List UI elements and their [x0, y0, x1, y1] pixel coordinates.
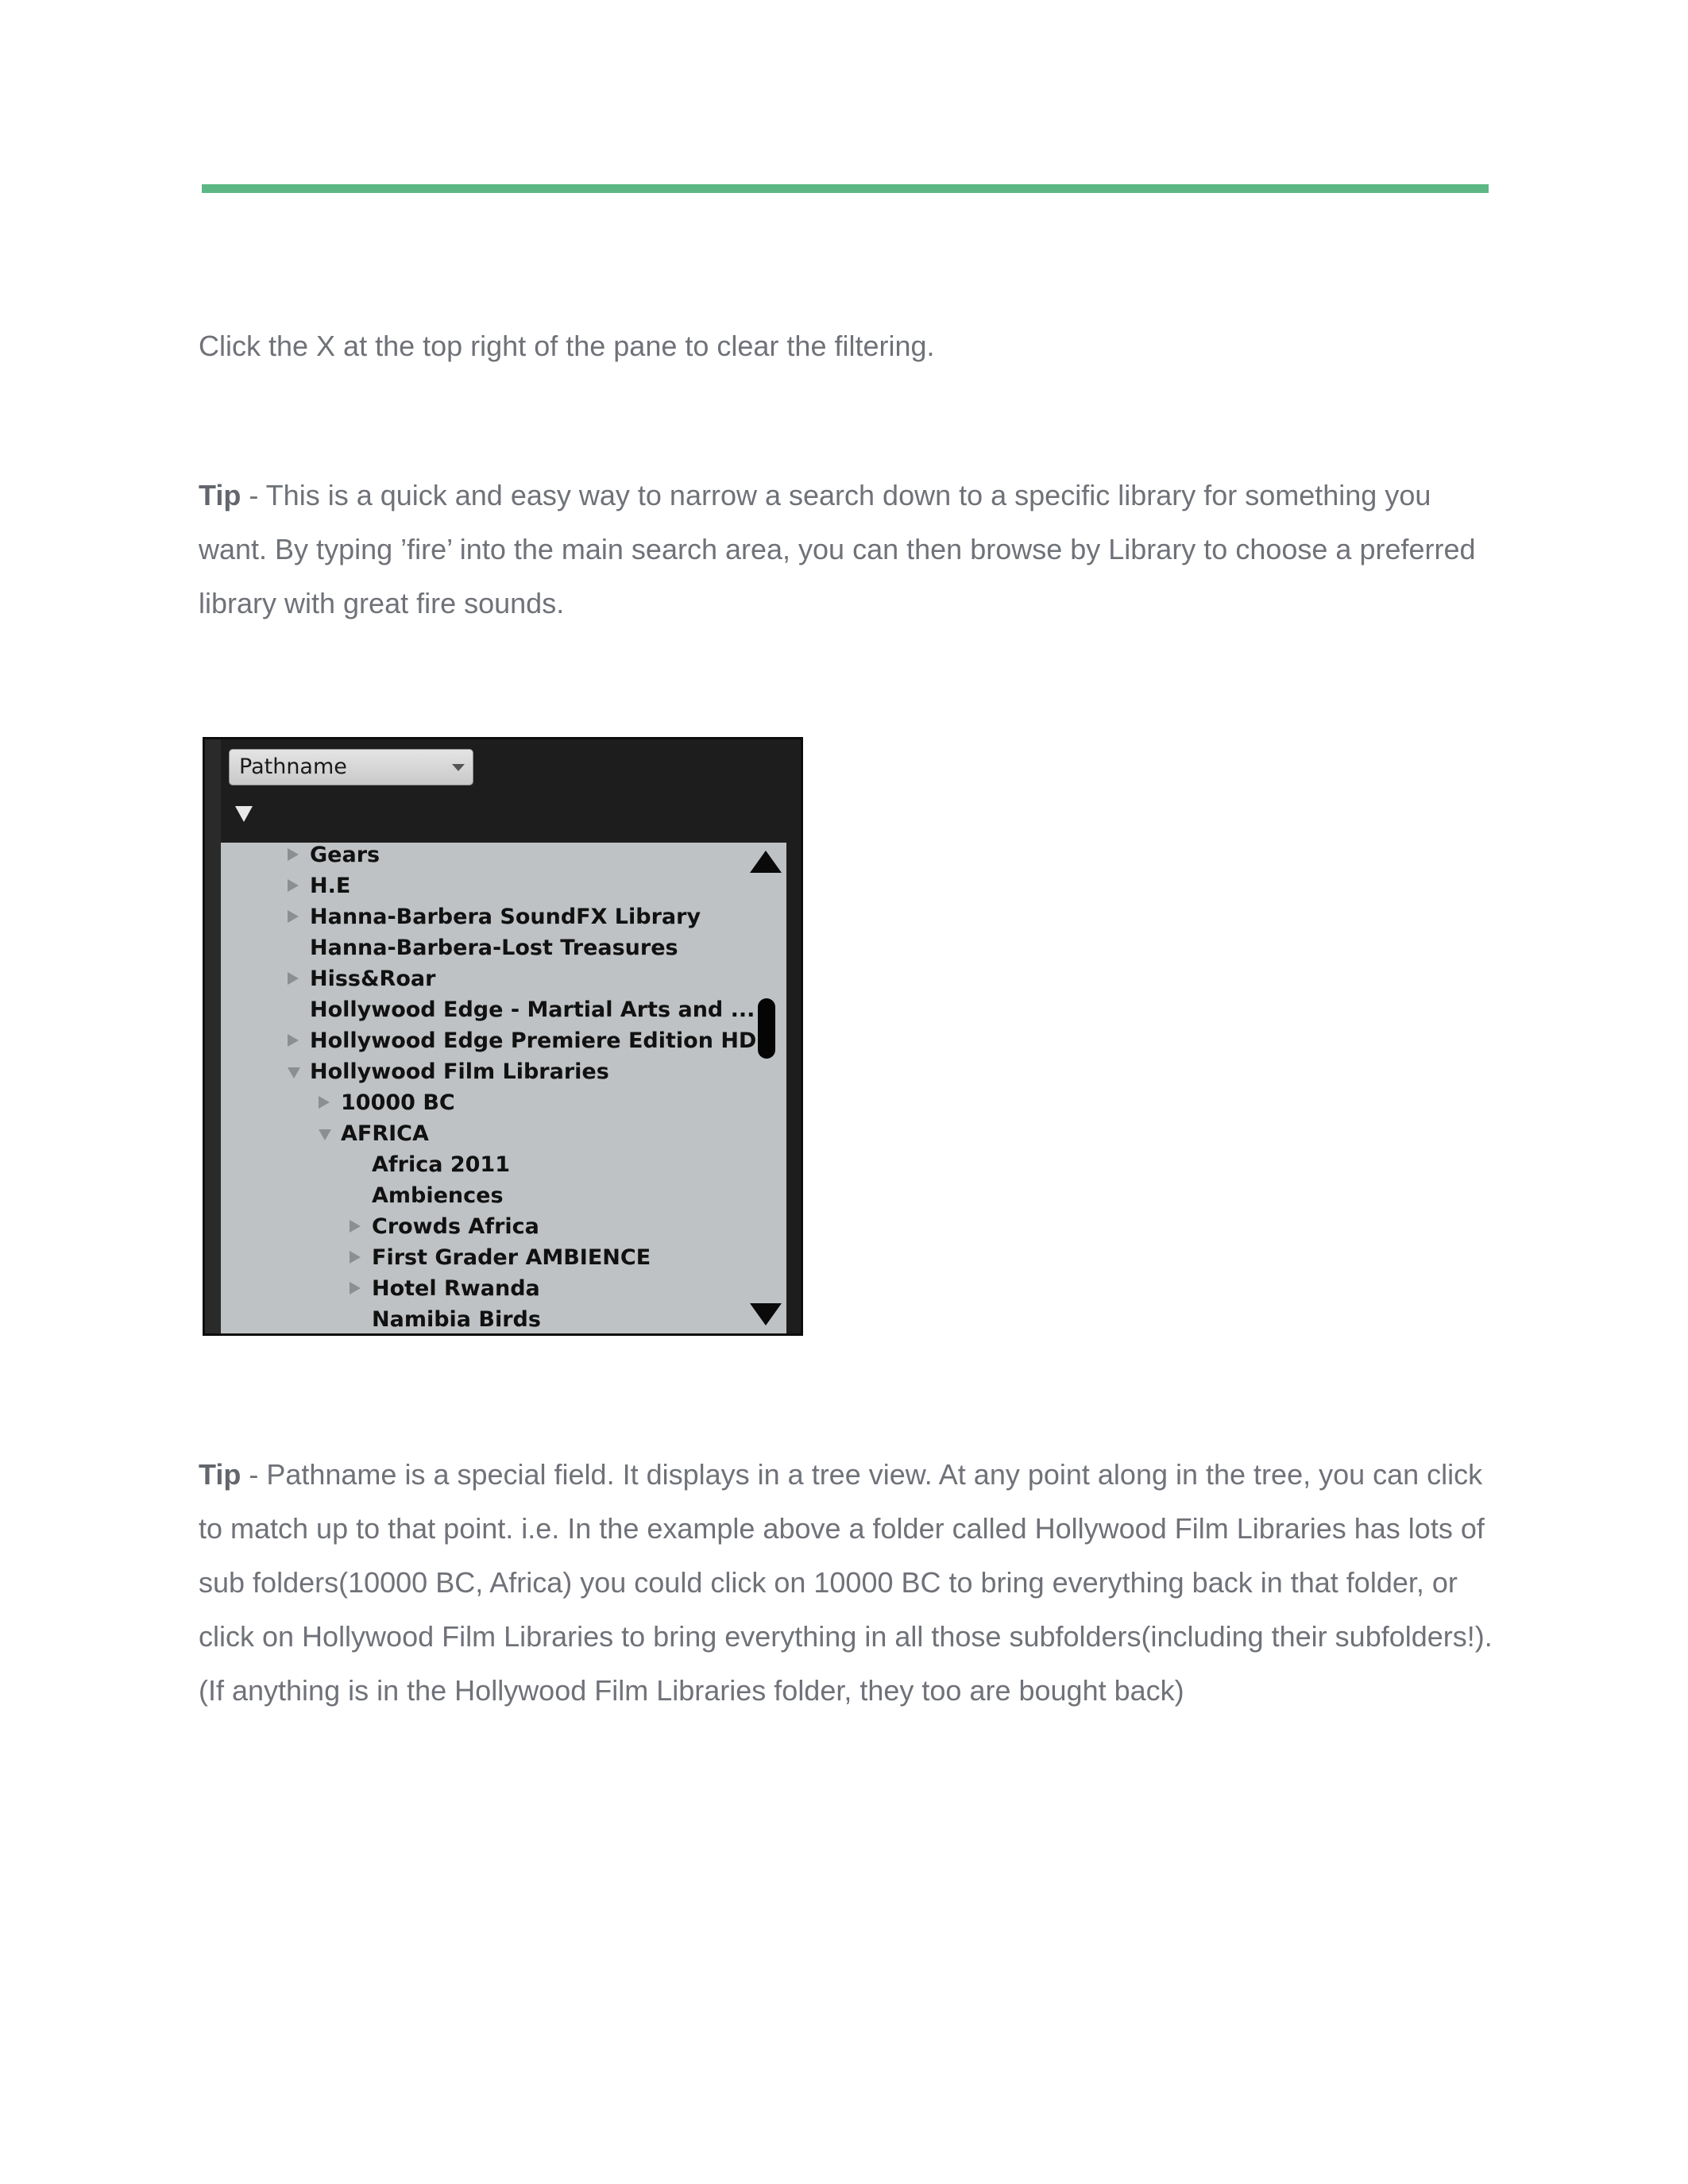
pathname-tree[interactable] [221, 843, 786, 1333]
section-divider [202, 184, 1489, 193]
tree-item[interactable] [221, 994, 755, 1025]
tip-text: - Pathname is a special field. It displays in a tree view. At any point along in the tree, you can click to match up to that point. i.e. In the example above a folder called Hollywood Film Libraries has lots of sub folders(10000 BC, Africa) you could click on 10000 BC to bring everything back in that folder, or click on Hollywood Film Libraries to bring everything in all those subfolders(including their subfolders!). (If anything is in the Hollywood Film Libraries folder, they too are bought back) [199, 1458, 1493, 1707]
tip-paragraph-1 [199, 469, 1501, 631]
field-select[interactable] [229, 749, 473, 785]
tree-item-label: First Grader AMBIENCE [372, 1245, 651, 1270]
disclosure-collapsed-icon[interactable] [288, 848, 299, 861]
disclosure-expanded-icon[interactable] [319, 1129, 331, 1140]
tree-item-label: AFRICA [341, 1121, 429, 1146]
tree-item-label: Hanna-Barbera SoundFX Library [310, 905, 701, 929]
disclosure-collapsed-icon[interactable] [288, 910, 299, 923]
collapse-toggle-icon[interactable] [235, 806, 253, 822]
tip-label: Tip [199, 479, 241, 511]
tree-item-label: Hotel Rwanda [372, 1276, 540, 1301]
disclosure-collapsed-icon[interactable] [319, 1096, 330, 1109]
tip-label: Tip [199, 1458, 241, 1491]
instruction-paragraph [199, 319, 1501, 373]
pathname-browser-panel [203, 737, 803, 1336]
tree-item-label: Hanna-Barbera-Lost Treasures [310, 936, 678, 960]
panel-left-strip [205, 739, 221, 1333]
tree-item-label: Hiss&Roar [310, 967, 436, 991]
disclosure-collapsed-icon[interactable] [288, 1034, 299, 1047]
tree-item-label: Namibia Birds [372, 1307, 541, 1332]
disclosure-expanded-icon[interactable] [288, 1067, 300, 1078]
tree-item[interactable] [221, 1304, 729, 1333]
tip-paragraph-2 [199, 1448, 1501, 1718]
instruction-text: Click the X at the top right of the pane to clear the filtering. [199, 330, 935, 362]
tree-item[interactable] [221, 1118, 729, 1149]
tree-item[interactable] [221, 1242, 729, 1273]
tree-item[interactable] [221, 1211, 729, 1242]
scrollbar-thumb[interactable] [758, 998, 775, 1059]
chevron-down-icon [452, 764, 465, 771]
tree-item[interactable] [221, 1149, 729, 1180]
disclosure-collapsed-icon[interactable] [288, 972, 299, 985]
tree-item[interactable] [221, 932, 729, 963]
tree-item[interactable] [221, 963, 729, 994]
tree-item[interactable] [221, 1087, 729, 1118]
disclosure-collapsed-icon[interactable] [350, 1251, 361, 1264]
tree-item-label: Hollywood Edge Premiere Edition HD [310, 1028, 757, 1053]
tree-item-label: Hollywood Film Libraries [310, 1059, 609, 1084]
field-select-value: Pathname [239, 754, 347, 779]
tree-item[interactable] [221, 870, 729, 901]
tree-item-label: 10000 BC [341, 1090, 455, 1115]
tree-item-label: Africa 2011 [372, 1152, 510, 1177]
tree-item[interactable] [221, 1056, 729, 1087]
tree-item-label: Ambiences [372, 1183, 504, 1208]
tree-item-label: Hollywood Edge - Martial Arts and ... [310, 997, 755, 1022]
tree-item-label: H.E [310, 874, 351, 898]
tree-item[interactable] [221, 1025, 757, 1056]
disclosure-collapsed-icon[interactable] [350, 1282, 361, 1295]
disclosure-collapsed-icon[interactable] [350, 1220, 361, 1233]
tree-item[interactable] [221, 901, 729, 932]
disclosure-collapsed-icon[interactable] [288, 879, 299, 892]
tree-item[interactable] [221, 1273, 729, 1304]
tip-text: - This is a quick and easy way to narrow a search down to a specific library for something you want. By typing ’fire’ into the main search area, you can then browse by Library to choose a preferred library with great fire sounds. [199, 479, 1476, 619]
scroll-down-arrow-icon[interactable] [750, 1303, 782, 1325]
tree-item-label: Gears [310, 843, 380, 867]
tree-item[interactable] [221, 1180, 729, 1211]
scroll-up-arrow-icon[interactable] [750, 851, 782, 873]
tree-item-label: Crowds Africa [372, 1214, 539, 1239]
tree-item[interactable] [221, 843, 729, 870]
